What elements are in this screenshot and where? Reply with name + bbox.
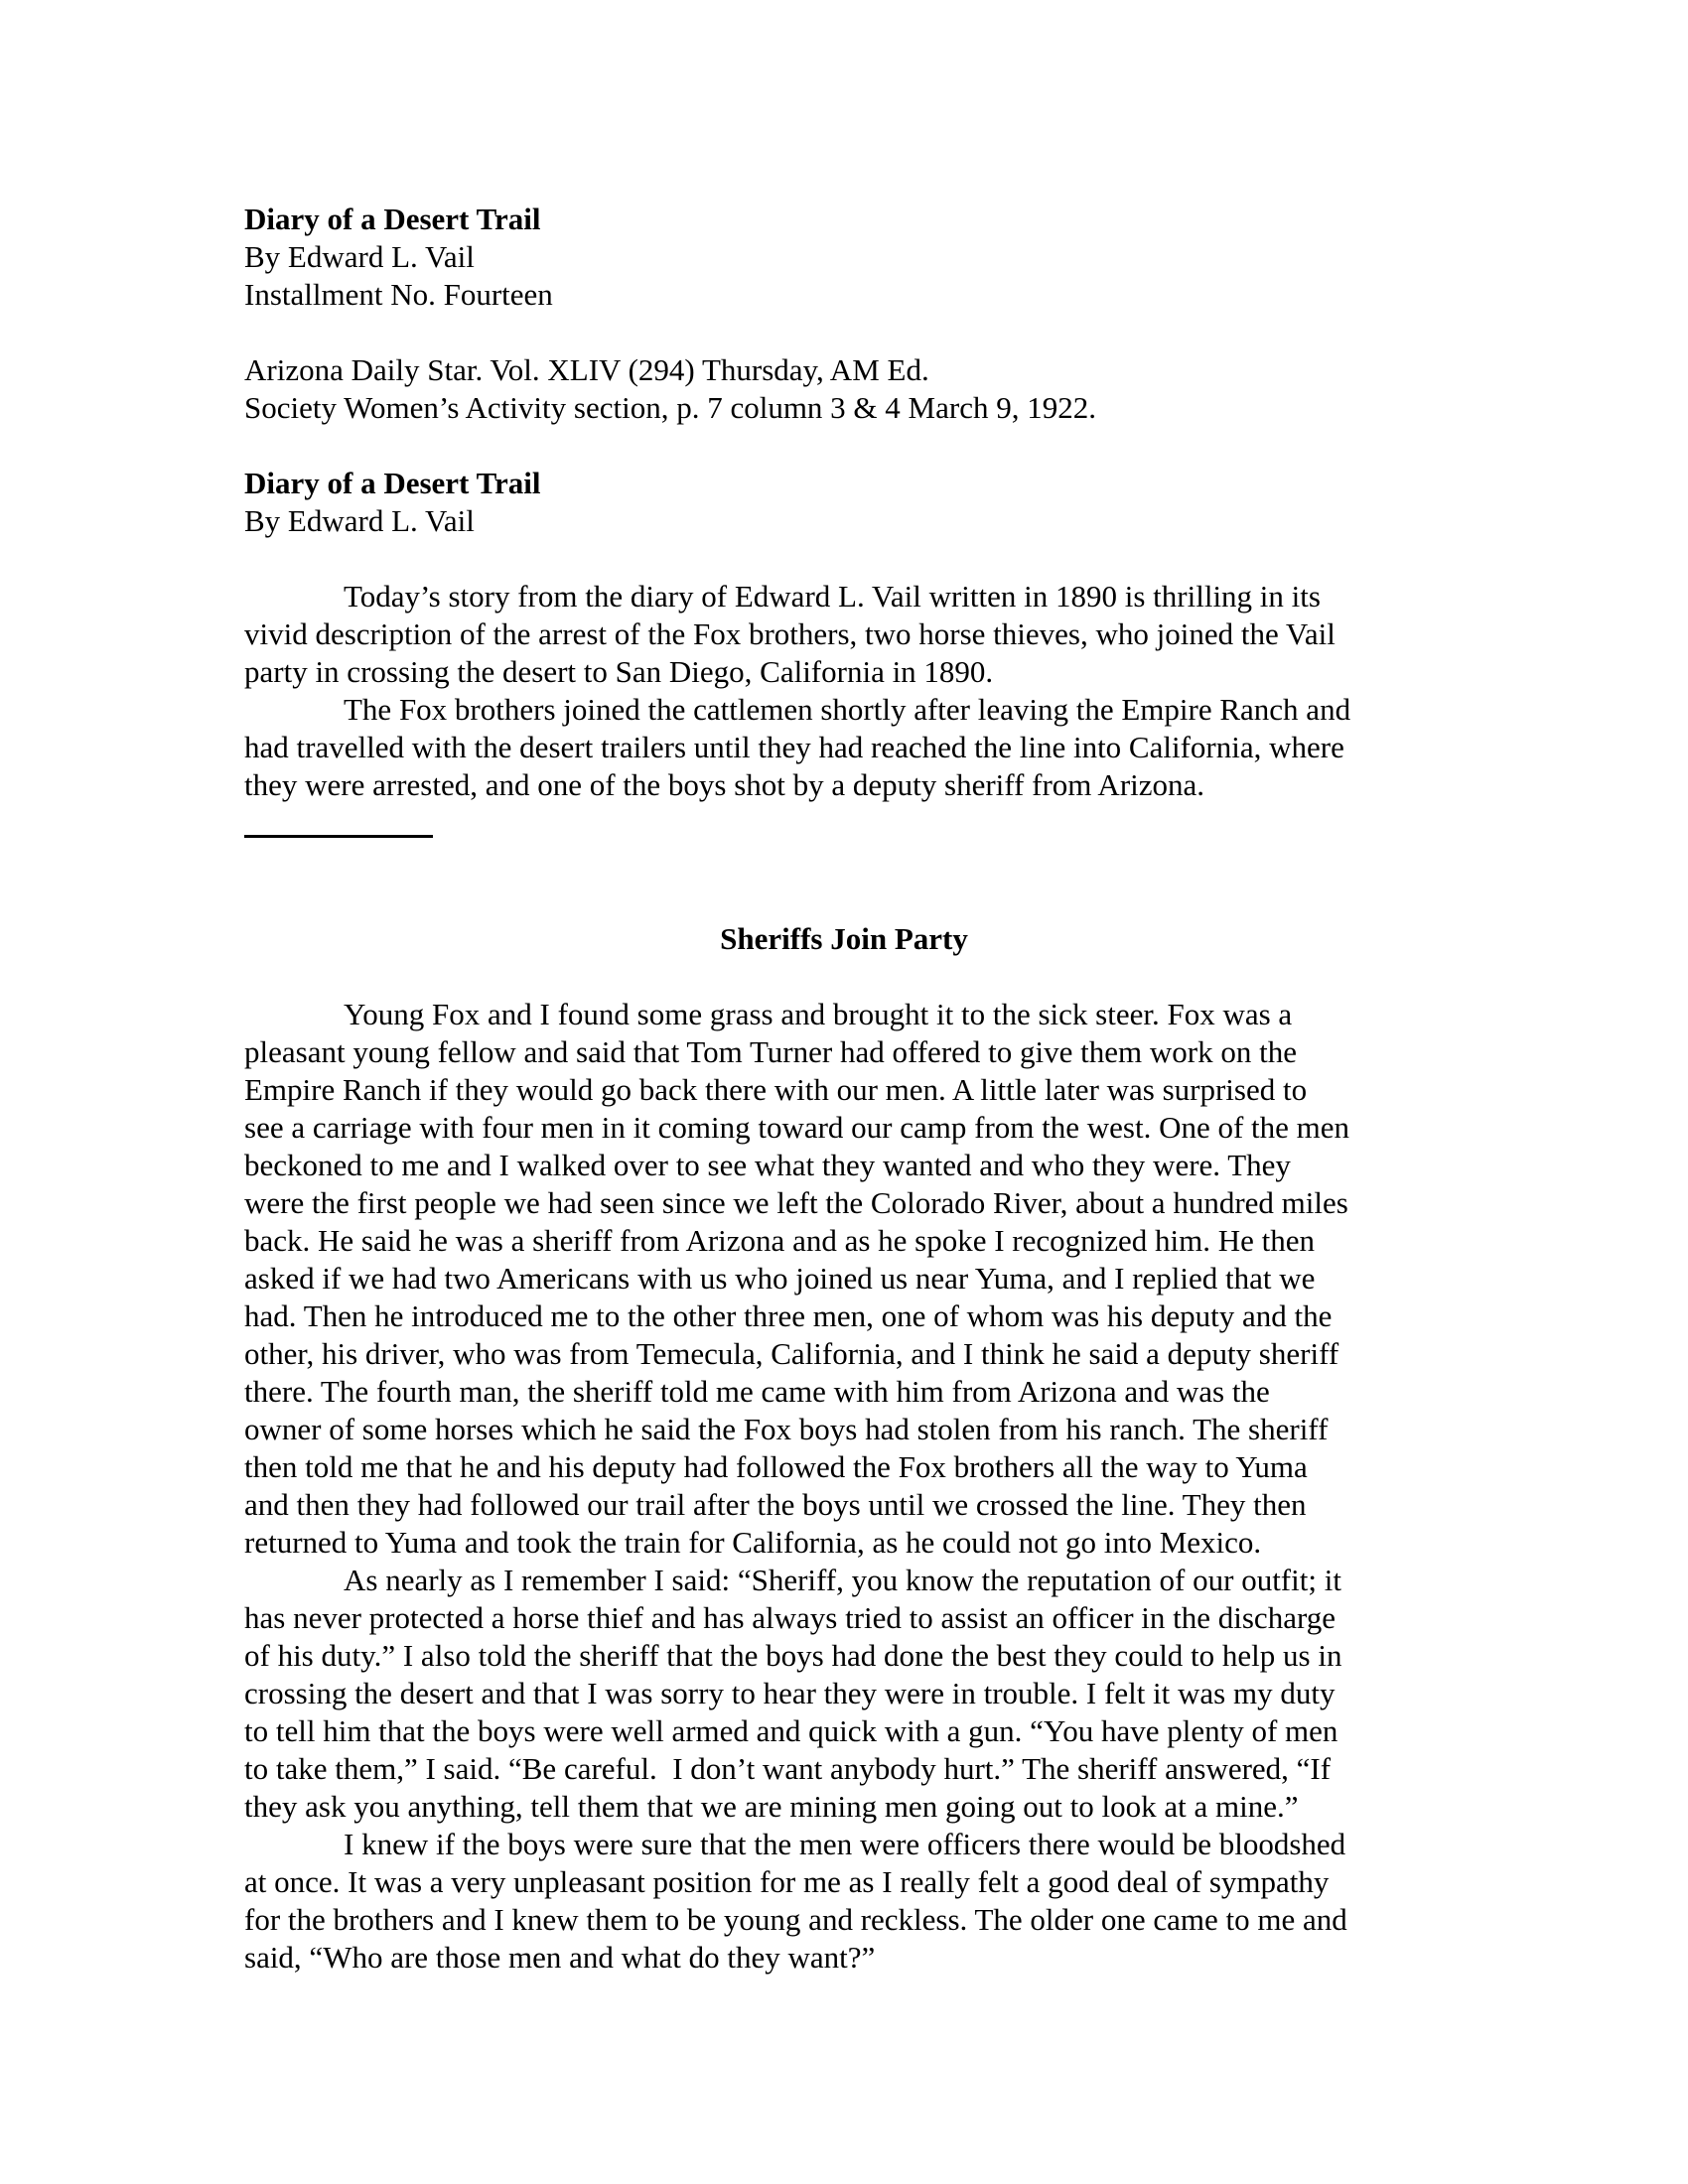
section-divider	[244, 835, 1444, 873]
body-paragraph-3	[244, 1826, 1444, 1977]
article-title: Diary of a Desert Trail	[244, 466, 541, 500]
intro-paragraph-2	[244, 691, 1444, 804]
source-citation-line-2: Society Women’s Activity section, p. 7 column 3 & 4 March 9, 1922.	[244, 390, 1096, 425]
text-line: owner of some horses which he said the Fox boys had stolen from his ranch. The sheriff	[244, 1412, 1329, 1446]
text-line: other, his driver, who was from Temecula, California, and I think he said a deputy sheriff	[244, 1336, 1339, 1371]
text-line: and then they had followed our trail after the boys until we crossed the line. They then	[244, 1487, 1307, 1522]
intro-paragraph-1	[244, 578, 1444, 691]
document-header	[244, 201, 1444, 314]
text-line: crossing the desert and that I was sorry to hear they were in trouble. I felt it was my duty	[244, 1676, 1336, 1710]
spacer	[244, 427, 1444, 465]
text-line: I knew if the boys were sure that the men were officers there would be bloodshed	[344, 1827, 1346, 1861]
text-line: see a carriage with four men in it coming toward our camp from the west. One of the men	[244, 1110, 1350, 1145]
spacer	[244, 540, 1444, 578]
text-line: to tell him that the boys were well armed and quick with a gun. “You have plenty of men	[244, 1713, 1338, 1748]
article-header	[244, 465, 1444, 540]
text-line: has never protected a horse thief and has always tried to assist an officer in the discharge	[244, 1600, 1336, 1635]
text-line: said, “Who are those men and what do they want?”	[244, 1940, 876, 1975]
text-line: they were arrested, and one of the boys shot by a deputy sheriff from Arizona.	[244, 767, 1205, 802]
text-line: vivid description of the arrest of the Fox brothers, two horse thieves, who joined the Vail	[244, 616, 1336, 651]
spacer	[244, 958, 1444, 996]
text-line: of his duty.” I also told the sheriff that the boys had done the best they could to help us in	[244, 1638, 1342, 1673]
document-installment: Installment No. Fourteen	[244, 277, 553, 312]
text-line: Empire Ranch if they would go back there with our men. A little later was surprised to	[244, 1072, 1308, 1107]
article-byline: By Edward L. Vail	[244, 503, 475, 538]
document-title: Diary of a Desert Trail	[244, 202, 541, 236]
text-line: had travelled with the desert trailers until they had reached the line into California, where	[244, 730, 1344, 764]
text-line: were the first people we had seen since we left the Colorado River, about a hundred miles	[244, 1185, 1348, 1220]
text-line: back. He said he was a sheriff from Arizona and as he spoke I recognized him. He then	[244, 1223, 1316, 1258]
body-paragraph-2	[244, 1562, 1444, 1826]
text-line: then told me that he and his deputy had followed the Fox brothers all the way to Yuma	[244, 1449, 1308, 1484]
section-heading: Sheriffs Join Party	[720, 921, 968, 956]
source-citation	[244, 351, 1444, 427]
text-line: at once. It was a very unpleasant position for me as I really felt a good deal of sympathy	[244, 1864, 1330, 1899]
source-citation-line-1: Arizona Daily Star. Vol. XLIV (294) Thursday, AM Ed.	[244, 352, 929, 387]
text-line: asked if we had two Americans with us who joined us near Yuma, and I replied that we	[244, 1261, 1316, 1296]
divider-rule	[244, 835, 433, 838]
document-byline: By Edward L. Vail	[244, 239, 475, 274]
text-line: to take them,” I said. “Be careful. I don’t want anybody hurt.” The sheriff answered, “If	[244, 1751, 1332, 1786]
text-line: Young Fox and I found some grass and brought it to the sick steer. Fox was a	[344, 997, 1293, 1031]
text-line: returned to Yuma and took the train for California, as he could not go into Mexico.	[244, 1525, 1262, 1560]
text-line: As nearly as I remember I said: “Sheriff, you know the reputation of our outfit; it	[344, 1563, 1341, 1597]
body-paragraph-1	[244, 996, 1444, 1562]
text-line: Today’s story from the diary of Edward L. Vail written in 1890 is thrilling in its	[344, 579, 1321, 614]
text-line: for the brothers and I knew them to be young and reckless. The older one came to me and	[244, 1902, 1347, 1937]
document-content	[244, 201, 1444, 1977]
text-line: had. Then he introduced me to the other three men, one of whom was his deputy and the	[244, 1298, 1333, 1333]
text-line: The Fox brothers joined the cattlemen shortly after leaving the Empire Ranch and	[344, 692, 1351, 727]
text-line: beckoned to me and I walked over to see what they wanted and who they were. They	[244, 1148, 1291, 1182]
text-line: there. The fourth man, the sheriff told me came with him from Arizona and was the	[244, 1374, 1270, 1409]
text-line: they ask you anything, tell them that we are mining men going out to look at a mine.”	[244, 1789, 1299, 1824]
text-line: party in crossing the desert to San Diego, California in 1890.	[244, 654, 994, 689]
text-line: pleasant young fellow and said that Tom Turner had offered to give them work on the	[244, 1034, 1297, 1069]
spacer	[244, 314, 1444, 351]
